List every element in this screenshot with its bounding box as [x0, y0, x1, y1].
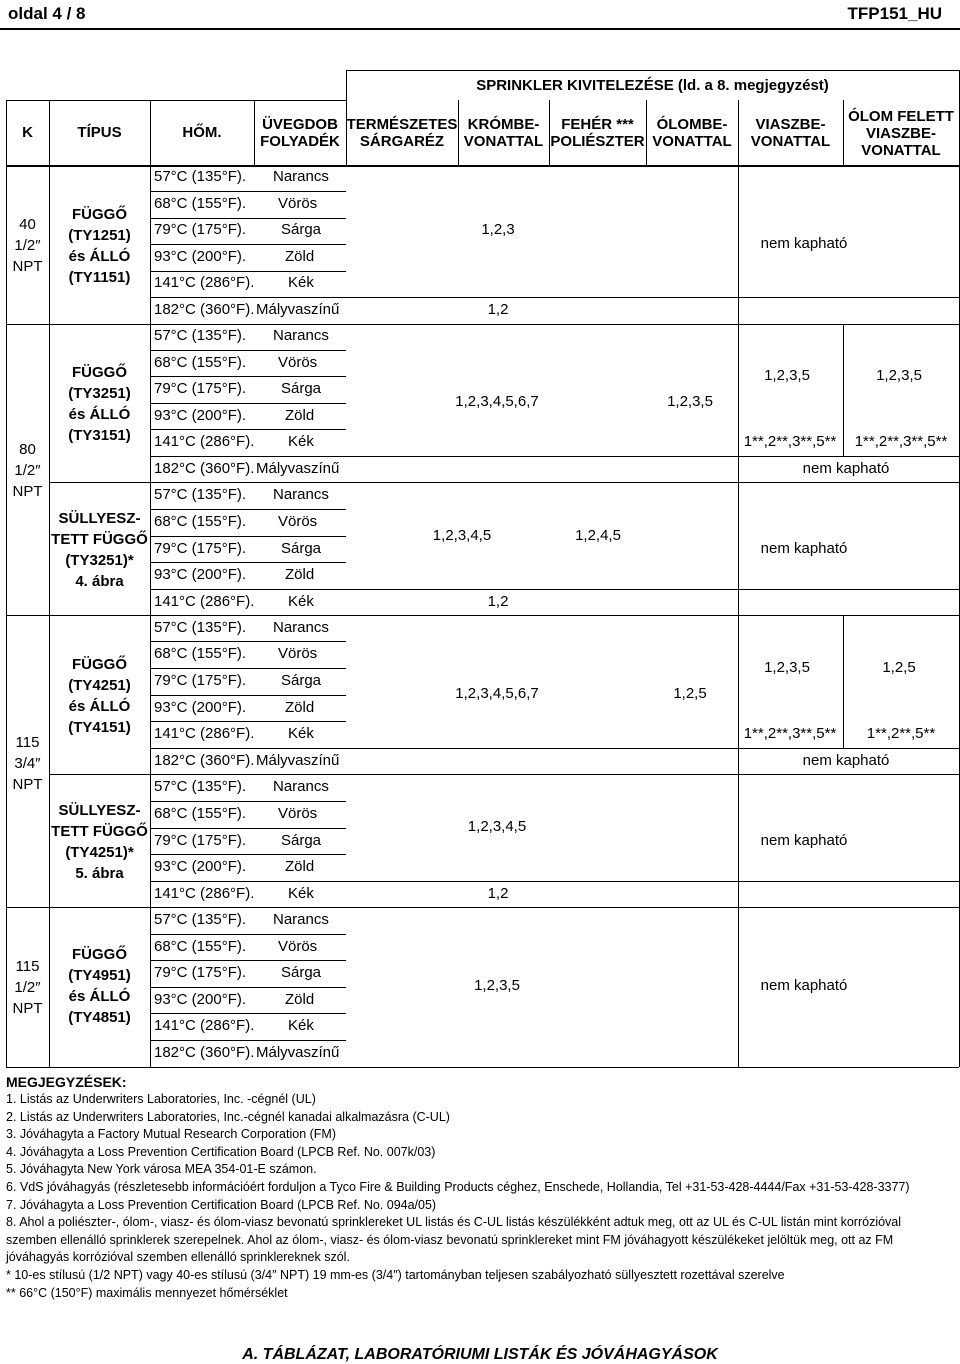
notes [6, 1073, 946, 1302]
color-label: Vörös [278, 354, 318, 371]
color-label: Mályvaszínű [256, 460, 340, 477]
color-label: Vörös [278, 938, 318, 955]
document-code: TFP151_HU [847, 4, 942, 23]
temp-row: 93°C (200°F). [154, 991, 247, 1008]
temp-row: 68°C (155°F). [154, 645, 247, 662]
color-label: Sárga [281, 832, 322, 849]
temp-row: 182°C (360°F). [154, 301, 255, 318]
olom-header: ÓLOMBE- VONATTAL [652, 116, 732, 150]
temp-row: 57°C (135°F). [154, 486, 247, 503]
k-80: 80 1/2″ NPT [12, 441, 43, 500]
approval-cell: 1,2,3,4,5,6,7 [455, 393, 539, 410]
color-label: Sárga [281, 380, 322, 397]
color-label: Zöld [285, 566, 315, 583]
note-line: * 10-es stílusú (1/2 NPT) vagy 40-es stílusú (3/4″ NPT) 19 mm-es (3/4″) tartományban teljesen szabályozható süllyesztett rozettával szerelve [6, 1267, 785, 1282]
temp-row: 79°C (175°F). [154, 540, 247, 557]
color-label: Kék [288, 725, 314, 742]
type-ty1251: FÜGGŐ (TY1251) és ÁLLÓ (TY1151) [68, 206, 131, 286]
temp-row: 182°C (360°F). [154, 1044, 255, 1061]
k-40: 40 1/2″ NPT [12, 216, 43, 275]
tipus-header: TÍPUS [77, 124, 122, 141]
temp-row: 93°C (200°F). [154, 858, 247, 875]
note-line: 3. Jóváhagyta a Factory Mutual Research Corporation (FM) [6, 1127, 336, 1142]
temp-row: 93°C (200°F). [154, 566, 247, 583]
color-label: Zöld [285, 699, 315, 716]
approval-cell: 1**,2**,3**,5** [854, 433, 948, 450]
type-ty4951: FÜGGŐ (TY4951) és ÁLLÓ (TY4851) [68, 946, 131, 1026]
note-line: 6. VdS jóváhagyás (részletesebb információért forduljon a Tyco Fire & Building Products céghez, Enschede, Hollandia, Tel +31-53-428-4444/Fax +31-53-428-3377) [6, 1179, 910, 1194]
temp-row: 141°C (286°F). [154, 433, 255, 450]
type-ty3251-recessed: SÜLLYESZ- TETT FÜGGŐ (TY3251)* 4. ábra [51, 510, 148, 590]
approval-cell: 1**,2**,3**,5** [743, 433, 837, 450]
k-115a: 115 3/4″ NPT [12, 734, 43, 793]
temp-row: 68°C (155°F). [154, 195, 247, 212]
color-label: Kék [288, 274, 314, 291]
temp-row: 57°C (135°F). [154, 911, 247, 928]
type-ty4251-recessed: SÜLLYESZ- TETT FÜGGŐ (TY4251)* 5. ábra [51, 802, 148, 882]
approval-cell: 1,2,3,4,5 [432, 527, 492, 544]
approval-cell: 1,2 [487, 885, 509, 902]
color-label: Narancs [273, 911, 329, 928]
temp-row: 57°C (135°F). [154, 778, 247, 795]
temp-row: 68°C (155°F). [154, 805, 247, 822]
page-number: oldal 4 / 8 [8, 4, 86, 23]
approval-cell: 1,2,4,5 [575, 527, 621, 544]
approval-cell: 1,2,3,5 [667, 393, 713, 410]
table-caption: A. TÁBLÁZAT, LABORATÓRIUMI LISTÁK ÉS JÓVÁHAGYÁSOK [242, 1346, 718, 1363]
approval-cell: 1,2,3,5 [876, 367, 922, 384]
feher-header: FEHÉR *** POLIÉSZTER [550, 116, 645, 150]
approval-cell: nem kapható [802, 752, 890, 769]
color-label: Narancs [273, 327, 329, 344]
k-115b: 115 1/2″ NPT [12, 958, 43, 1017]
notes-title: MEGJEGYZÉSEK: [6, 1074, 127, 1090]
temp-row: 79°C (175°F). [154, 964, 247, 981]
approval-cell: 1**,2**,3**,5** [743, 725, 837, 742]
krom-header: KRÓMBE- VONATTAL [463, 116, 544, 150]
color-label: Kék [288, 885, 314, 902]
note-line: 5. Jóváhagyta New York városa MEA 354-01-E számon. [6, 1162, 317, 1177]
color-label: Kék [288, 1017, 314, 1034]
note-line: 7. Jóváhagyta a Loss Prevention Certification Board (LPCB Ref. No. 094a/05) [6, 1197, 437, 1212]
approval-cell: 1,2 [487, 301, 509, 318]
color-label: Vörös [278, 195, 318, 212]
temp-row: 68°C (155°F). [154, 513, 247, 530]
color-label: Zöld [285, 248, 315, 265]
temp-row: 68°C (155°F). [154, 938, 247, 955]
color-label: Sárga [281, 672, 322, 689]
temp-row: 79°C (175°F). [154, 380, 247, 397]
temp-row: 93°C (200°F). [154, 699, 247, 716]
approval-cell: nem kapható [802, 460, 890, 477]
temp-row: 141°C (286°F). [154, 885, 255, 902]
approval-cell: 1,2,3,5 [474, 977, 520, 994]
type-ty3251: FÜGGŐ (TY3251) és ÁLLÓ (TY3151) [68, 364, 131, 444]
color-label: Sárga [281, 540, 322, 557]
temp-row: 182°C (360°F). [154, 460, 255, 477]
color-label: Sárga [281, 221, 322, 238]
approval-cell: 1,2,3 [481, 221, 515, 238]
approval-cell: 1,2 [487, 593, 509, 610]
viasz-header: VIASZBE- VONATTAL [750, 116, 831, 150]
approval-cell: 1,2,5 [673, 685, 707, 702]
temp-row: 57°C (135°F). [154, 168, 247, 185]
temp-row: 57°C (135°F). [154, 327, 247, 344]
temp-row: 79°C (175°F). [154, 832, 247, 849]
approval-cell: 1,2,3,5 [764, 367, 810, 384]
approval-cell: 1,2,3,4,5 [467, 818, 527, 835]
termeszetes-header: TERMÉSZETES SÁRGARÉZ [346, 116, 458, 150]
sprinkler-header: SPRINKLER KIVITELEZÉSE (ld. a 8. megjegyzést) [476, 77, 829, 94]
temp-row: 79°C (175°F). [154, 672, 247, 689]
color-label: Vörös [278, 645, 318, 662]
color-label: Vörös [278, 805, 318, 822]
approval-cell: 1**,2**,5** [866, 725, 936, 742]
olom-felett-header: ÓLOM FELETT VIASZBE- VONATTAL [848, 108, 954, 159]
header-rule [0, 28, 960, 30]
temp-row: 182°C (360°F). [154, 752, 255, 769]
approval-cell: nem kapható [760, 832, 848, 849]
temp-row: 141°C (286°F). [154, 1017, 255, 1034]
color-label: Kék [288, 593, 314, 610]
temp-row: 93°C (200°F). [154, 407, 247, 424]
color-label: Zöld [285, 407, 315, 424]
note-line: 8. Ahol a poliészter-, ólom-, viasz- és ólom-viasz bevonatú sprinklereket UL listás és C-UL listás készülékként adtuk meg, ott az UL és C-UL listán mint korrózióval szemben ellenálló sprinklerek szerepelnek. Ahol az ólom-, viasz- és ólom-viasz bevonatú sprinklereket mint FM jóváhagyott készülékeket jelöltük meg, ott az FM jóváhagyás korrózióval szemben ellenálló sprinklereknek szól. [6, 1215, 902, 1265]
temp-row: 79°C (175°F). [154, 221, 247, 238]
approval-cell: 1,2,5 [882, 659, 916, 676]
approval-cell: 1,2,3,5 [764, 659, 810, 676]
note-line: 2. Listás az Underwriters Laboratories, Inc.-cégnél kanadai alkalmazásra (C-UL) [6, 1109, 450, 1124]
k-header: K [22, 124, 33, 141]
color-label: Narancs [273, 168, 329, 185]
note-line: ** 66°C (150°F) maximális mennyezet hőmérséklet [6, 1285, 288, 1300]
hom-header: HŐM. [182, 124, 222, 141]
approval-cell: 1,2,3,4,5,6,7 [455, 685, 539, 702]
note-line: 4. Jóváhagyta a Loss Prevention Certification Board (LPCB Ref. No. 007k/03) [6, 1144, 436, 1159]
temp-row: 141°C (286°F). [154, 725, 255, 742]
color-label: Mályvaszínű [256, 301, 340, 318]
uveg-header: ÜVEGDOB FOLYADÉK [260, 116, 340, 150]
temp-row: 68°C (155°F). [154, 354, 247, 371]
approval-cell: nem kapható [760, 540, 848, 557]
approval-cell: nem kapható [760, 977, 848, 994]
color-label: Mályvaszínű [256, 1044, 340, 1061]
temp-row: 141°C (286°F). [154, 593, 255, 610]
type-ty4251: FÜGGŐ (TY4251) és ÁLLÓ (TY4151) [68, 656, 131, 736]
temp-row: 141°C (286°F). [154, 274, 255, 291]
color-label: Zöld [285, 858, 315, 875]
color-label: Vörös [278, 513, 318, 530]
color-label: Sárga [281, 964, 322, 981]
color-label: Narancs [273, 778, 329, 795]
temp-row: 57°C (135°F). [154, 619, 247, 636]
color-label: Narancs [273, 619, 329, 636]
note-line: 1. Listás az Underwriters Laboratories, Inc. -cégnél (UL) [6, 1092, 316, 1106]
temp-row: 93°C (200°F). [154, 248, 247, 265]
approval-cell: nem kapható [760, 235, 848, 252]
color-label: Zöld [285, 991, 315, 1008]
color-label: Mályvaszínű [256, 752, 340, 769]
color-label: Kék [288, 433, 314, 450]
color-label: Narancs [273, 486, 329, 503]
